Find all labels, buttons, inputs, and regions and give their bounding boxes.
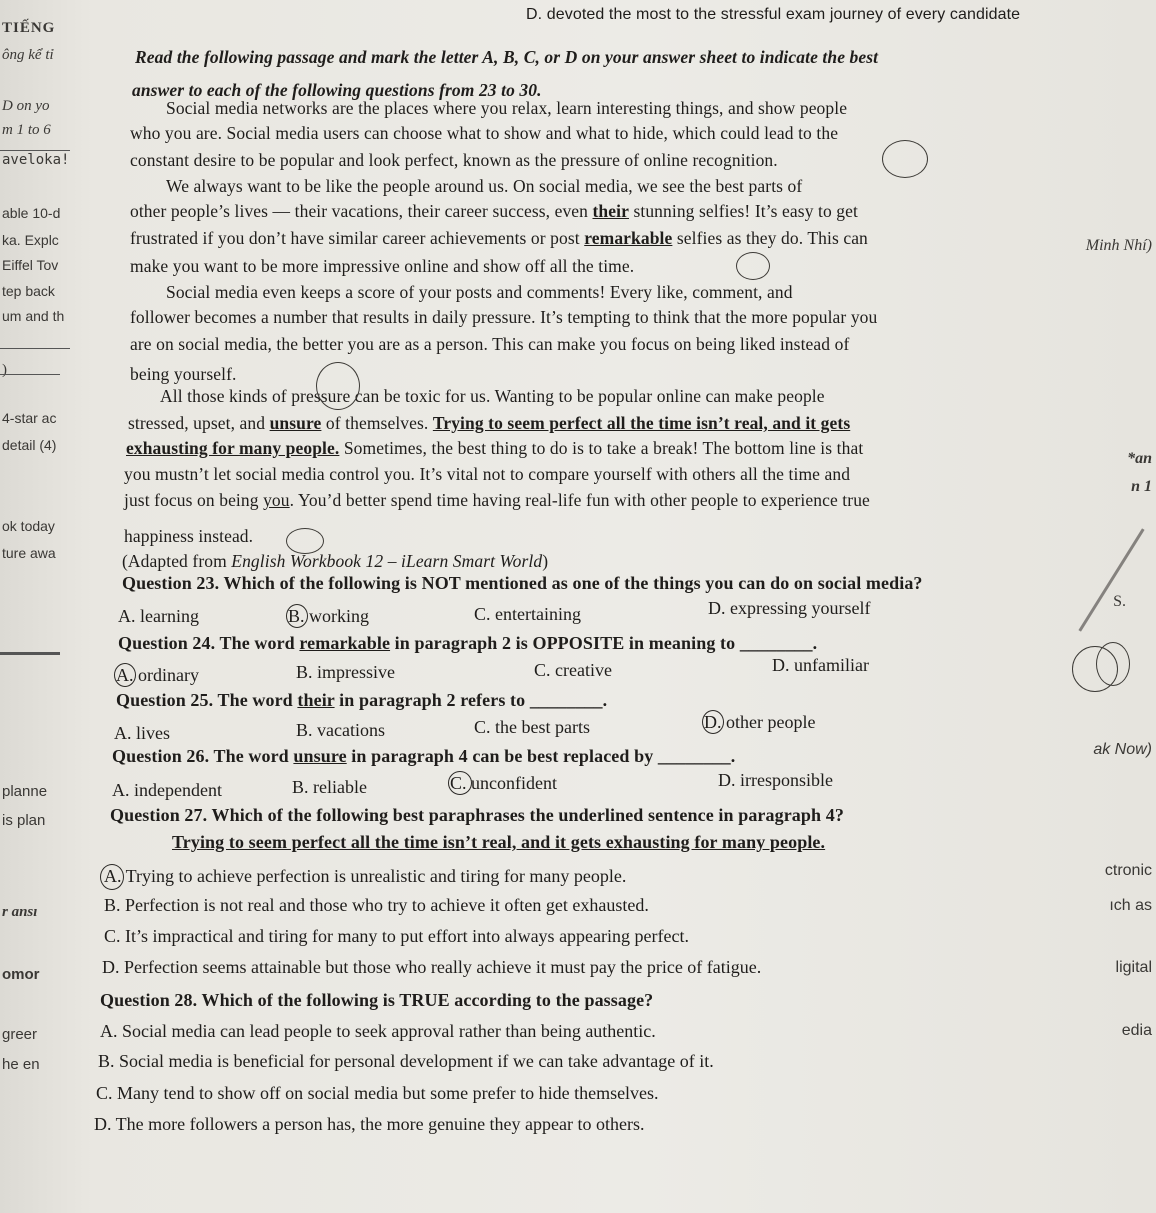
question-23-option-c[interactable]: C. entertaining xyxy=(474,604,581,624)
passage-p2-line: make you want to be more impressive online and show off all the time. xyxy=(130,256,635,276)
passage-p1-line: Social media networks are the places where you relax, learn interesting things, and show people xyxy=(166,98,848,118)
margin-rule xyxy=(0,652,60,655)
question-27-option-c[interactable]: C. It’s impractical and tiring for many to put effort into always appearing perfect. xyxy=(104,926,689,946)
passage-p4-line: happiness instead. xyxy=(124,526,254,546)
stem-text: in paragraph 2 refers to ________. xyxy=(334,690,608,710)
passage-source xyxy=(122,551,548,572)
margin-rule xyxy=(0,348,70,349)
margin-fragment: he en xyxy=(2,1056,40,1073)
question-24-option-a[interactable]: A. ordinary xyxy=(116,665,199,685)
answer-circle-q27-a xyxy=(100,864,124,890)
answer-circle-q26-c xyxy=(448,771,472,795)
question-27-stem: Question 27. Which of the following best paraphrases the underlined sentence in paragraph 4? xyxy=(110,805,844,825)
answer-circle-q24-a xyxy=(114,663,136,687)
margin-fragment: tep back xyxy=(2,283,55,299)
source-text: (Adapted from English Workbook 12 – iLearn Smart World) xyxy=(122,551,549,571)
question-24-stem xyxy=(118,633,817,654)
margin-fragment: Minh Nhí) xyxy=(1085,237,1152,254)
passage-text: . You’d better spend time having real-life fun with other people to experience true xyxy=(289,490,870,510)
underlined-sentence: exhausting for many people. xyxy=(126,438,340,458)
margin-fragment: able 10-d xyxy=(2,205,61,221)
margin-rule xyxy=(0,150,70,151)
passage-p4-line: All those kinds of pressure can be toxic for us. Wanting to be popular online can make people xyxy=(160,386,825,406)
question-28-option-b[interactable]: B. Social media is beneficial for personal development if we can take advantage of it. xyxy=(98,1051,714,1071)
margin-fragment: ) xyxy=(2,362,7,378)
passage-p4-line xyxy=(124,490,870,511)
underlined-sentence: Trying to seem perfect all the time isn’t real, and it gets xyxy=(432,413,851,433)
question-26-option-c[interactable]: C. unconfident xyxy=(450,773,557,793)
previous-question-option: D. devoted the most to the stressful exam journey of every candidate xyxy=(526,6,1021,23)
stem-text: Question 26. The word xyxy=(112,746,294,766)
question-26-option-b[interactable]: B. reliable xyxy=(292,777,367,797)
question-23-option-d[interactable]: D. expressing yourself xyxy=(708,598,871,618)
margin-fragment: ka. Explc xyxy=(2,232,59,248)
margin-fragment: detail (4) xyxy=(2,437,57,453)
pencil-slash-mark xyxy=(1078,528,1144,631)
question-25-option-d[interactable]: D. other people xyxy=(704,712,816,732)
question-26-option-a[interactable]: A. independent xyxy=(112,780,222,800)
stem-text: in paragraph 2 is OPPOSITE in meaning to ________. xyxy=(390,633,818,653)
passage-text: stressed, upset, and xyxy=(128,413,270,433)
question-27-option-a[interactable]: A. Trying to achieve perfection is unrealistic and tiring for many people. xyxy=(104,866,627,886)
underlined-word-unsure: unsure xyxy=(269,413,322,433)
margin-fragment: ak Now) xyxy=(1093,741,1152,758)
margin-fragment: TIẾNG xyxy=(2,20,56,36)
margin-fragment: ok today xyxy=(2,518,55,534)
passage-p2-line xyxy=(130,228,868,249)
pencil-circle-mark xyxy=(286,528,324,554)
underlined-word-remarkable: remarkable xyxy=(584,228,673,248)
instructions-line-2: answer to each of the following questions from 23 to 30. xyxy=(132,80,542,100)
stem-text: in paragraph 4 can be best replaced by ________. xyxy=(346,746,736,766)
passage-p2-line xyxy=(130,201,858,222)
margin-fragment: ligital xyxy=(1115,959,1152,976)
answer-circle-q25-d xyxy=(702,710,724,734)
passage-p3-line: being yourself. xyxy=(130,364,237,384)
underlined-word-you: you xyxy=(263,490,290,510)
question-25-option-b[interactable]: B. vacations xyxy=(296,720,385,740)
pencil-circle-mark xyxy=(882,140,928,178)
passage-p2-line: We always want to be like the people around us. On social media, we see the best parts of xyxy=(166,176,803,196)
margin-fragment: is plan xyxy=(2,812,46,829)
margin-fragment: ıch as xyxy=(1109,897,1152,914)
margin-fragment: r ansı xyxy=(2,904,38,920)
question-28-option-a[interactable]: A. Social media can lead people to seek approval rather than being authentic. xyxy=(100,1021,656,1041)
passage-p1-line: who you are. Social media users can choose what to show and what to hide, which could lead to the xyxy=(130,123,839,143)
answer-circle-q23-b xyxy=(286,604,308,628)
passage-p4-line xyxy=(126,438,863,459)
margin-fragment: Eiffel Tov xyxy=(2,257,59,273)
pencil-circle-mark xyxy=(316,362,360,410)
margin-fragment: ctronic xyxy=(1104,862,1152,879)
question-23-option-b[interactable]: B. working xyxy=(288,606,369,626)
margin-fragment: edia xyxy=(1121,1022,1152,1039)
margin-fragment: S. xyxy=(1113,593,1126,610)
question-25-stem xyxy=(116,690,607,711)
passage-text: stunning selfies! It’s easy to get xyxy=(628,201,858,221)
stem-underlined-word: unsure xyxy=(293,746,347,766)
stem-underlined-word: remarkable xyxy=(299,633,391,653)
margin-fragment: D on yo xyxy=(2,98,50,114)
passage-p3-line: follower becomes a number that results in daily pressure. It’s tempting to think that the more popular you xyxy=(130,307,878,327)
question-28-stem: Question 28. Which of the following is TRUE according to the passage? xyxy=(100,990,654,1010)
margin-fragment: 4-star ac xyxy=(2,410,57,426)
question-27-option-d[interactable]: D. Perfection seems attainable but those who really achieve it must pay the price of fatigue. xyxy=(102,957,762,977)
margin-fragment: omor xyxy=(2,966,40,983)
margin-fragment: um and th xyxy=(2,308,65,324)
passage-text: other people’s lives — their vacations, their career success, even xyxy=(130,201,593,221)
passage-p3-line: Social media even keeps a score of your posts and comments! Every like, comment, and xyxy=(166,282,793,302)
passage-p4-line: you mustn’t let social media control you. It’s vital not to compare yourself with others all the time and xyxy=(124,464,851,484)
passage-p3-line: are on social media, the better you are as a person. This can make you focus on being liked instead of xyxy=(130,334,850,354)
source-book-title: English Workbook 12 – iLearn Smart World xyxy=(231,551,543,571)
stem-underlined-word: their xyxy=(297,690,335,710)
margin-rule xyxy=(0,374,60,375)
margin-fragment: ture awa xyxy=(2,545,56,561)
margin-fragment: ông kể tỉ xyxy=(2,47,54,63)
passage-text: Sometimes, the best thing to do is to take a break! The bottom line is that xyxy=(339,438,864,458)
passage-p1-line: constant desire to be popular and look perfect, known as the pressure of online recognition. xyxy=(130,150,778,170)
question-23-stem: Question 23. Which of the following is NOT mentioned as one of the things you can do on social media? xyxy=(122,573,923,593)
left-margin-fragments xyxy=(0,0,100,1213)
question-23-option-a[interactable]: A. learning xyxy=(118,606,199,626)
margin-fragment: *an xyxy=(1127,450,1152,467)
question-27-option-b[interactable]: B. Perfection is not real and those who try to achieve it often get exhausted. xyxy=(104,895,649,915)
instructions-line-1: Read the following passage and mark the letter A, B, C, or D on your answer sheet to indicate the best xyxy=(135,47,879,67)
passage-text: just focus on being xyxy=(124,490,264,510)
question-26-option-d[interactable]: D. irresponsible xyxy=(718,770,833,790)
question-25-option-c[interactable]: C. the best parts xyxy=(474,717,590,737)
underlined-word-their: their xyxy=(592,201,629,221)
question-28-option-c[interactable]: C. Many tend to show off on social media but some prefer to hide themselves. xyxy=(96,1083,659,1103)
question-26-stem xyxy=(112,746,735,767)
question-25-option-a[interactable]: A. lives xyxy=(114,723,170,743)
passage-text: selfies as they do. This can xyxy=(672,228,868,248)
margin-fragment: planne xyxy=(2,783,48,800)
question-28-option-d[interactable]: D. The more followers a person has, the more genuine they appear to others. xyxy=(94,1114,645,1134)
pencil-scribble-mark xyxy=(1096,642,1130,686)
passage-text: of themselves. xyxy=(321,413,433,433)
margin-fragment: n 1 xyxy=(1131,478,1152,495)
stem-text: Question 24. The word xyxy=(118,633,300,653)
passage-text: frustrated if you don’t have similar career achievements or post xyxy=(130,228,585,248)
passage-p4-line xyxy=(128,413,850,434)
margin-fragment: m 1 to 6 xyxy=(2,122,51,138)
pencil-circle-mark xyxy=(736,252,770,280)
question-24-option-c[interactable]: C. creative xyxy=(534,660,612,680)
margin-fragment: greer xyxy=(2,1026,38,1043)
stem-text: Question 25. The word xyxy=(116,690,298,710)
margin-fragment: aveloka! xyxy=(2,152,70,168)
question-24-option-d[interactable]: D. unfamiliar xyxy=(772,655,869,675)
question-24-option-b[interactable]: B. impressive xyxy=(296,662,395,682)
question-27-quoted-sentence: Trying to seem perfect all the time isn’t real, and it gets exhausting for many people. xyxy=(172,832,826,852)
